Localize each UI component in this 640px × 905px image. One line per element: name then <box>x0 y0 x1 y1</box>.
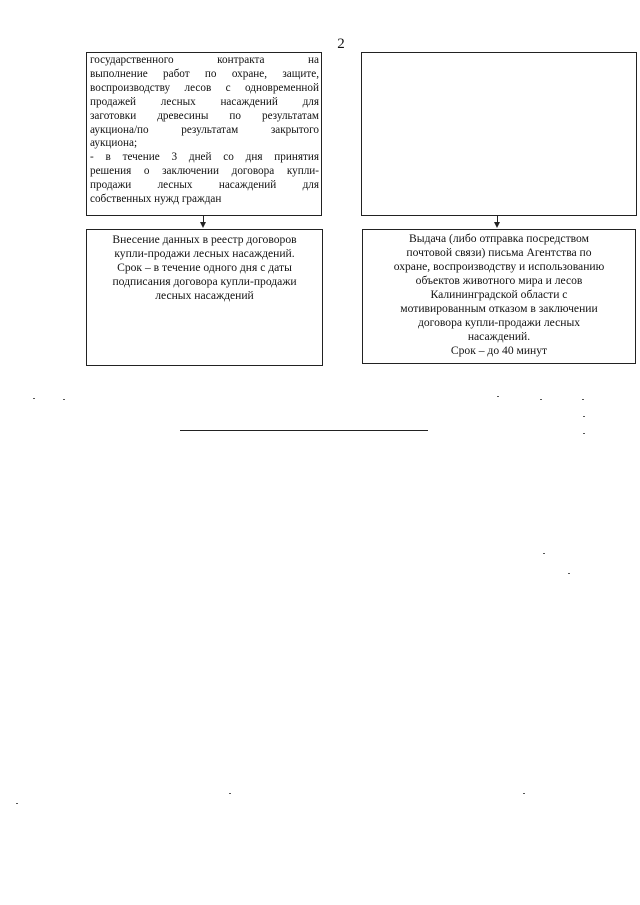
separator-line <box>180 430 428 431</box>
text-line: Срок – в течение одного дня с даты <box>117 261 292 274</box>
text-line: продажей лесных насаждений для <box>90 95 319 108</box>
text-line: мотивированным отказом в заключении <box>400 302 598 315</box>
scan-speck <box>523 793 525 794</box>
scan-speck <box>229 793 231 794</box>
scan-speck <box>582 399 584 400</box>
page-number: 2 <box>337 36 345 52</box>
text-line: объектов животного мира и лесов <box>415 274 583 287</box>
text-line: купли-продажи лесных насаждений. <box>114 247 295 260</box>
text-line: аукциона/по результатам закрытого <box>90 123 319 136</box>
scan-speck <box>543 553 545 554</box>
text-line: Выдача (либо отправка посредством <box>409 232 589 245</box>
text-line: собственных нужд граждан <box>90 193 222 206</box>
scan-speck <box>33 398 35 399</box>
arrow-down-icon <box>200 222 206 228</box>
flowchart-box-contract-terms <box>86 52 322 216</box>
arrow-down-icon <box>494 222 500 228</box>
text-line: - в течение 3 дней со дня принятия <box>90 151 319 164</box>
text-line: продажи лесных насаждений для <box>90 179 319 192</box>
scan-speck <box>497 396 499 397</box>
flowchart-box-registry-entry <box>86 229 323 366</box>
scan-speck <box>583 416 585 417</box>
text-line: воспроизводству лесов с одновременной <box>90 81 319 94</box>
flowchart-box-refusal-letter <box>362 229 636 364</box>
box-text <box>91 233 318 303</box>
scan-speck <box>568 573 570 574</box>
text-line: договора купли-продажи лесных <box>417 316 581 329</box>
text-line: выполнение работ по охране, защите, <box>90 67 319 80</box>
scan-speck <box>583 433 585 434</box>
text-line: решения о заключении договора купли- <box>90 165 319 178</box>
text-line: подписания договора купли-продажи <box>112 275 297 288</box>
scan-speck <box>16 803 18 804</box>
text-line: насаждений. <box>467 330 531 343</box>
text-line: почтовой связи) письма Агентства по <box>406 246 592 259</box>
text-line: лесных насаждений <box>155 289 254 302</box>
text-line: государственного контракта на <box>90 54 319 66</box>
text-line: аукциона; <box>90 137 138 150</box>
text-line: заготовки древесины по результатам <box>90 109 319 122</box>
scan-speck <box>63 399 65 400</box>
scan-speck <box>540 399 542 400</box>
box-text <box>90 54 319 207</box>
box-text <box>367 232 631 358</box>
text-line: Внесение данных в реестр договоров <box>112 233 297 246</box>
text-line: Срок – до 40 минут <box>450 344 548 357</box>
text-line: Калининградской области с <box>430 288 568 301</box>
flowchart-box-empty <box>361 52 637 216</box>
text-line: охране, воспроизводству и использованию <box>393 260 605 273</box>
